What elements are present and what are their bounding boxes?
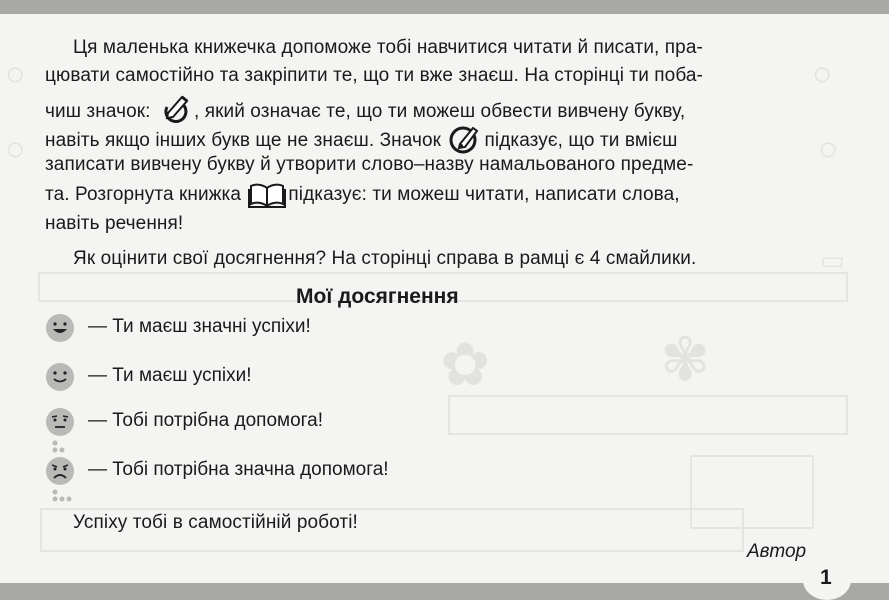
intro-line-3-start: чиш значок: xyxy=(45,101,151,122)
intro-line-1: Ця маленька книжечка допоможе тобі навчитися читати й писати, пра- xyxy=(73,37,703,58)
intro-line-6 xyxy=(45,182,680,214)
question-text: Як оцінити свої досягнення? На сторінці справа в рамці є 4 смайлики. xyxy=(73,248,697,269)
open-book-icon xyxy=(248,182,286,214)
intro-line-4-start: навіть якщо інших букв ще не знаєш. Значок xyxy=(45,130,442,151)
intro-line-6-end: підказує: ти можеш читати, написати слова, xyxy=(288,184,680,205)
smiley-sad-icon xyxy=(45,456,75,491)
achievement-label: — Тобі потрібна значна допомога! xyxy=(88,459,389,480)
intro-line-2: цювати самостійно та закріпити те, що ти вже знаєш. На сторінці ти поба- xyxy=(45,65,703,86)
achievements-title: Мої досягнення xyxy=(296,285,459,308)
intro-line-4-end: підказує, що ти вмієш xyxy=(484,130,678,151)
intro-line-7: навіть речення! xyxy=(45,213,184,234)
achievement-label: — Ти маєш успіхи! xyxy=(88,365,252,386)
author-signature: Автор xyxy=(747,541,807,562)
bottom-band xyxy=(0,583,889,600)
closing-text: Успіху тобі в самостійній роботі! xyxy=(73,512,358,533)
page-number: 1 xyxy=(820,566,832,589)
smiley-big-smile-icon xyxy=(45,313,75,348)
achievement-label: — Ти маєш значні успіхи! xyxy=(88,316,311,337)
smiley-smile-icon xyxy=(45,362,75,397)
intro-line-3-end: , який означає те, що ти можеш обвести вивчену букву, xyxy=(193,101,686,122)
intro-line-5: записати вивчену букву й утворити слово–назву намальованого предме- xyxy=(45,154,694,175)
dots-decoration xyxy=(51,488,75,509)
top-band xyxy=(0,0,889,14)
intro-line-6-start: та. Розгорнута книжка xyxy=(45,184,242,205)
smiley-neutral-icon xyxy=(45,407,75,442)
achievement-label: — Тобі потрібна допомога! xyxy=(88,410,323,431)
